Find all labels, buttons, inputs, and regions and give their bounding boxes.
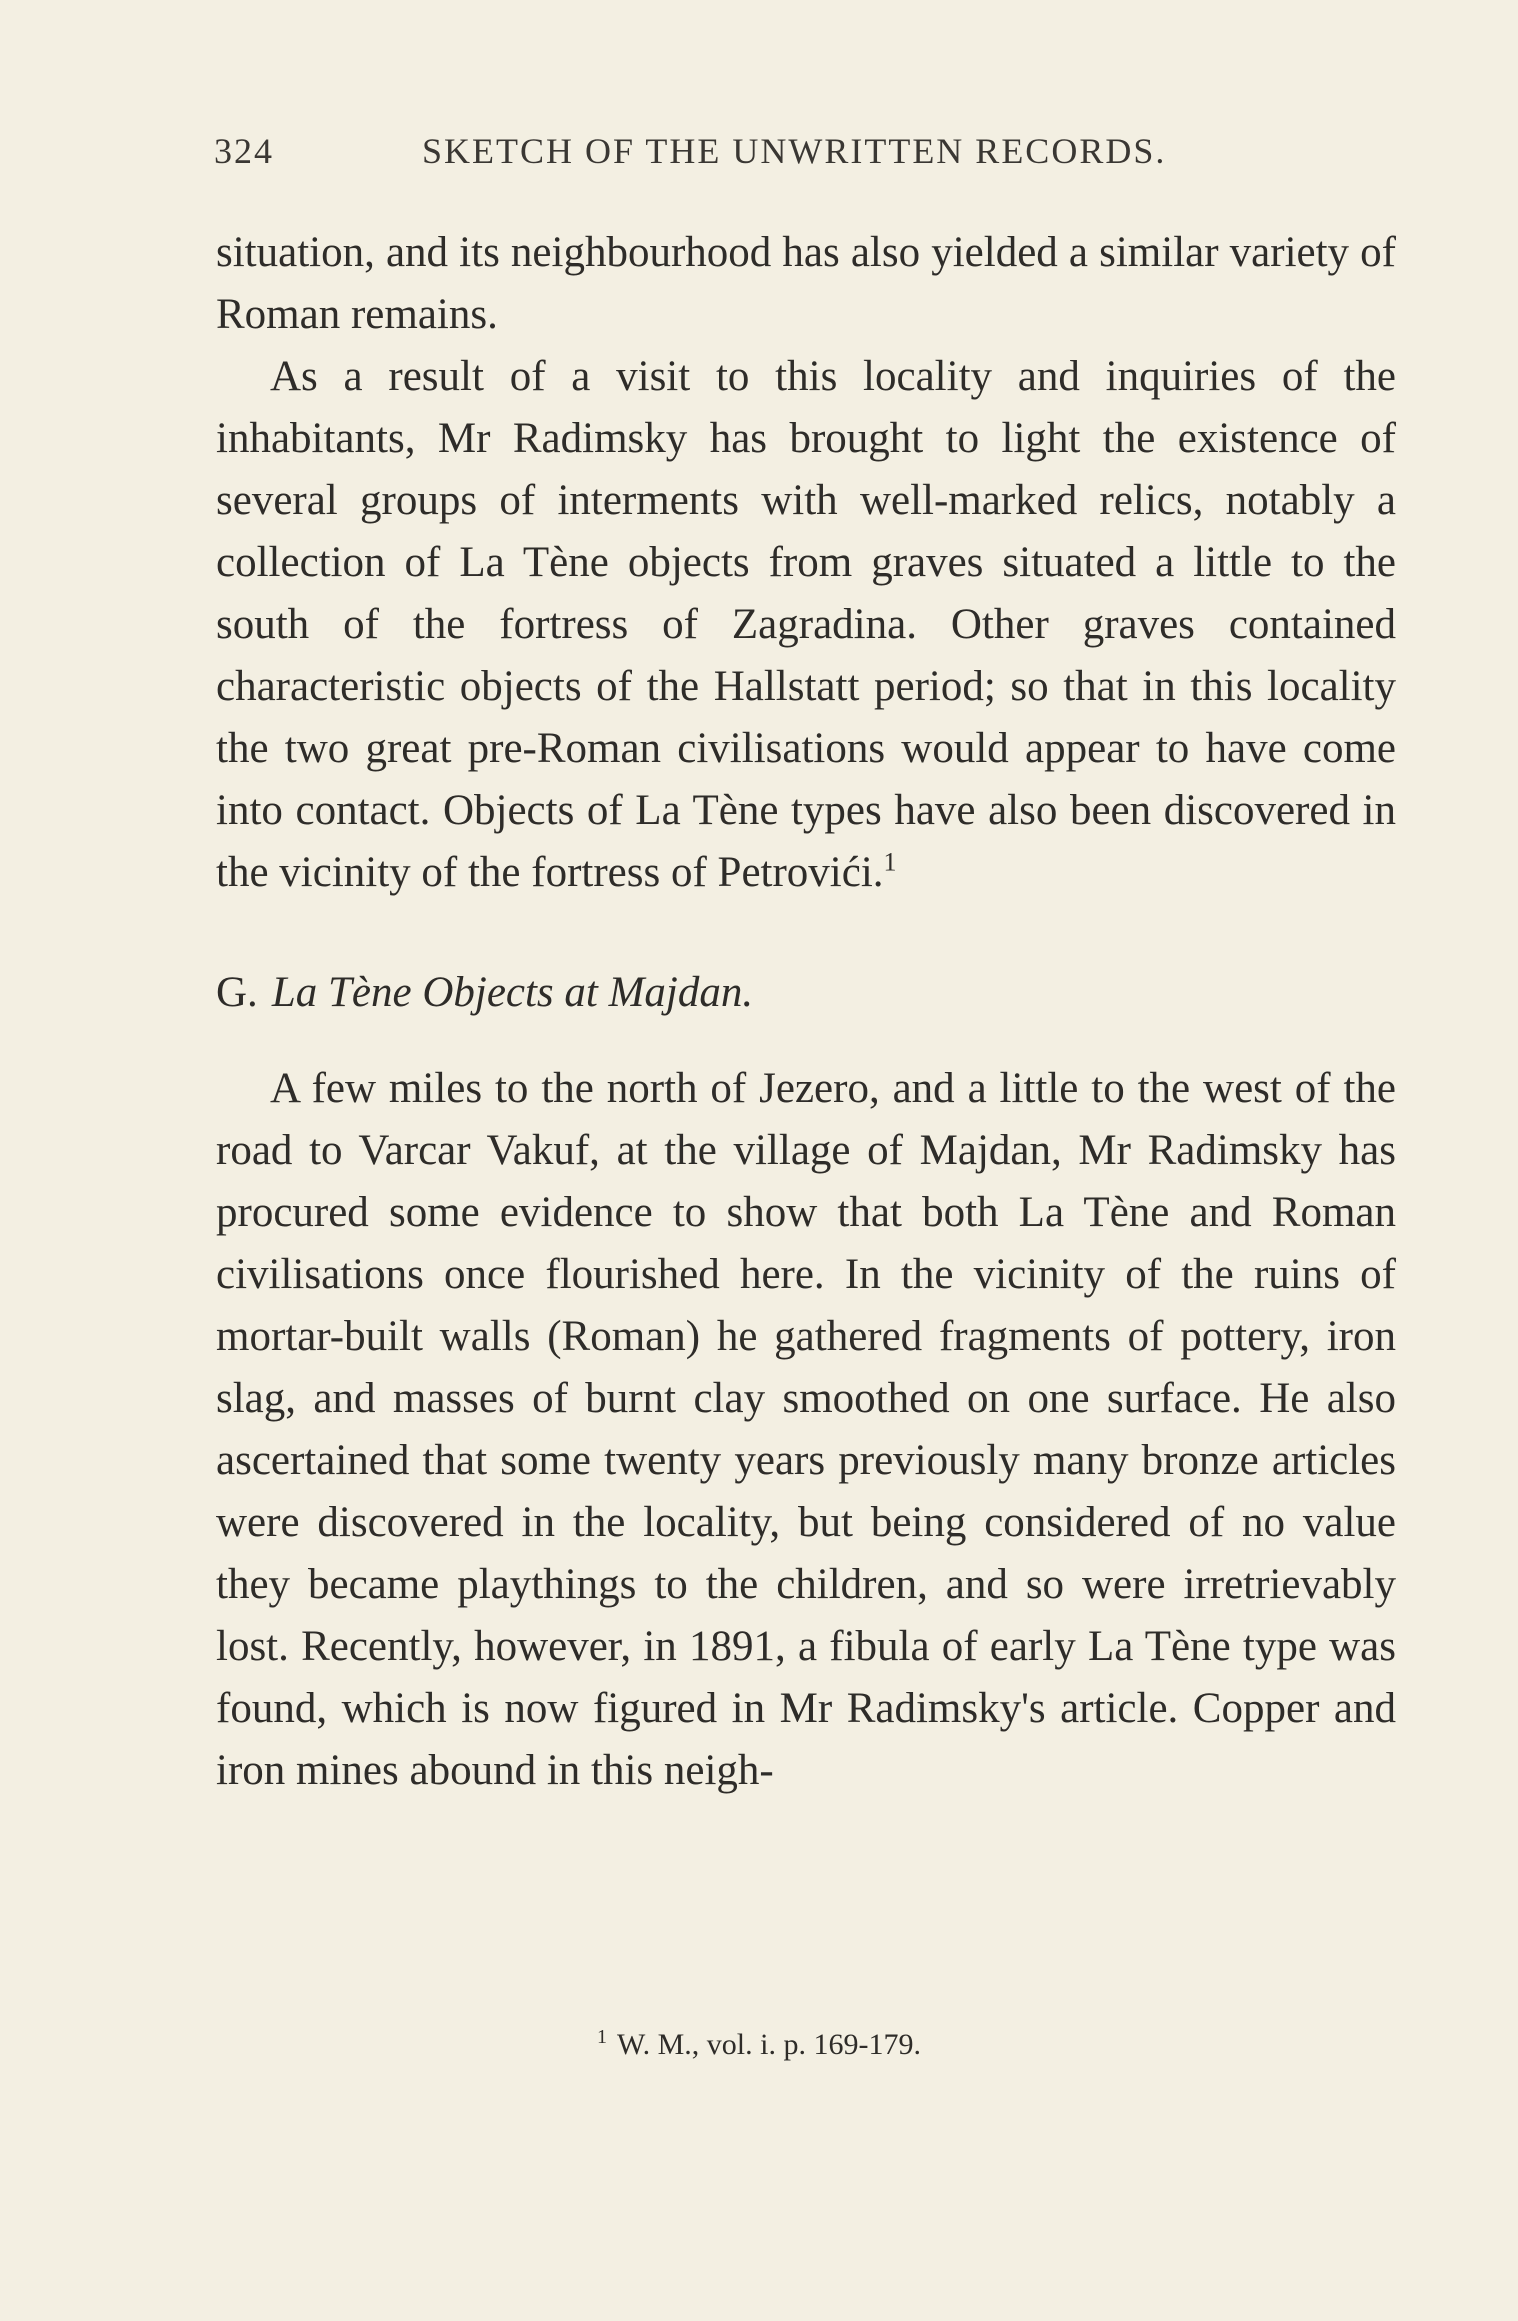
section-heading <box>216 962 1396 1024</box>
footnote-reference: 1 <box>883 847 897 877</box>
body-text <box>216 222 1396 1802</box>
footnote <box>0 2028 1518 2062</box>
footnote-text: W. M., vol. i. p. 169-179. <box>617 2028 921 2061</box>
paragraph-continuation: situation, and its neighbourhood has also yielded a similar variety of Roman remains. <box>216 229 1396 338</box>
running-head <box>214 130 1214 190</box>
paragraph-majdan: A few miles to the north of Jezero, and a little to the west of the road to Varcar Vakuf, at the village of Majdan, Mr Radimsky has procured some evidence to show that both La Tène and Roman civilisations once flourished here. In the vicinity of the ruins of mortar-built walls (Roman) he gathered fragments of pottery, iron slag, and masses of burnt clay smoothed on one surface. He also ascertained that some twenty years previously many bronze articles were discovered in the locality, but being considered of no value they became playthings to the children, and so were irretrievably lost. Recently, however, in 1891, a fibula of early La Tène type was found, which is now figured in Mr Radimsky's article. Copper and iron mines abound in this neigh- <box>216 1065 1396 1794</box>
footnote-marker: 1 <box>597 2026 608 2048</box>
paragraph-zagradina <box>216 346 1396 904</box>
running-title: SKETCH OF THE UNWRITTEN RECORDS. <box>422 131 1167 171</box>
page-number: 324 <box>214 131 274 171</box>
section-letter: G. <box>216 969 258 1016</box>
section-title: La Tène Objects at Majdan. <box>271 969 754 1016</box>
paragraph-zagradina-text: As a result of a visit to this locality and inquiries of the inhabitants, Mr Radimsky has brought to light the existence of several groups of interments with well-marked relics, notably a collection of La Tène objects from graves situated a little to the south of the fortress of Zagradina. Other graves contained characteristic objects of the Hallstatt period; so that in this locality the two great pre-Roman civilisations would appear to have come into contact. Objects of La Tène types have also been discovered in the vicinity of the fortress of Petrovići. <box>216 353 1396 896</box>
